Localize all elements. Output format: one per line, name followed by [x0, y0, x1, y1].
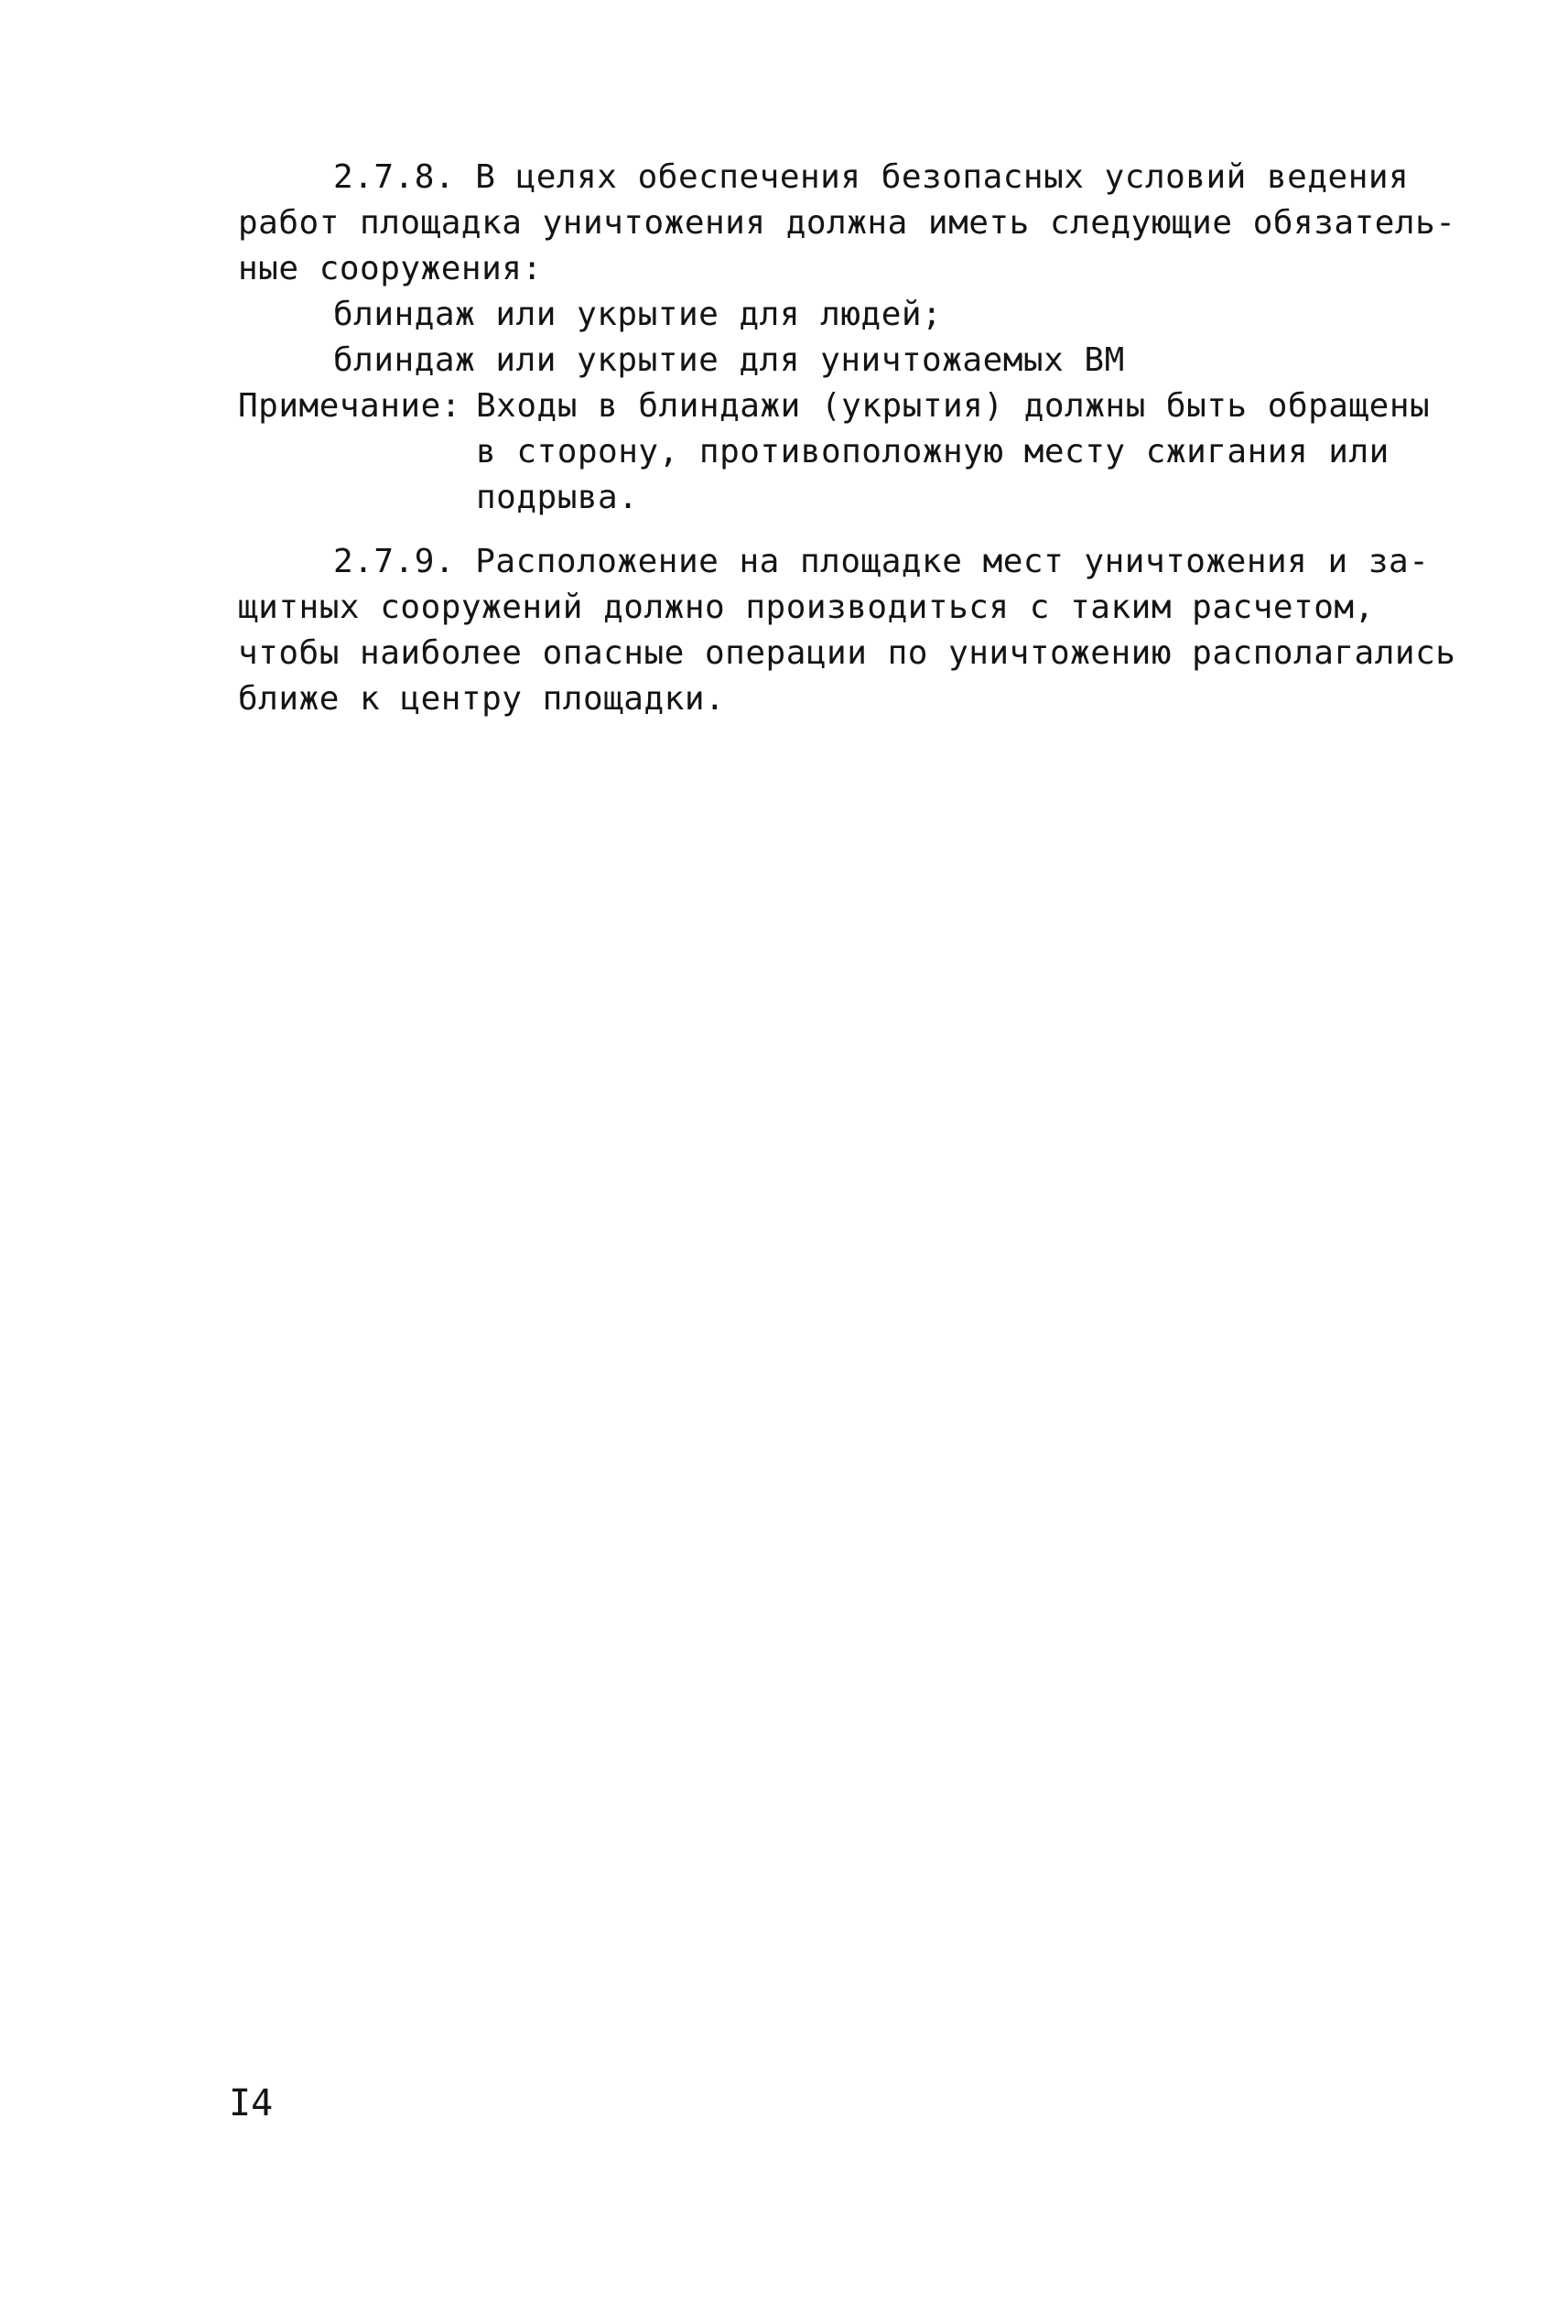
paragraph-line: работ площадка уничтожения должна иметь следующие обязатель- [238, 204, 1456, 242]
note-line: Входы в блиндажи (укрытия) должны быть обращены [476, 387, 1431, 425]
paragraph-line: 2.7.9. Расположение на площадке мест уничтожения и за- [333, 543, 1430, 580]
paragraph-line: ные сооружения: [238, 250, 543, 287]
paragraph-line: чтобы наиболее опасные операции по уничтожению располагались [238, 634, 1456, 672]
paragraph-line: ближе к центру площадки. [238, 680, 726, 718]
list-item: блиндаж или укрытие для людей; [333, 296, 943, 333]
page-number: I4 [229, 2082, 274, 2124]
note-label: Примечание: [238, 387, 461, 425]
paragraph-line: щитных сооружений должно производиться с таким расчетом, [238, 589, 1375, 626]
note-line: в сторону, противоположную месту сжигания или [476, 433, 1390, 470]
note-line: подрыва. [476, 479, 639, 516]
paragraph-line: 2.7.8. В целях обеспечения безопасных условий ведения [333, 158, 1410, 196]
list-item: блиндаж или укрытие для уничтожаемых ВМ [333, 341, 1125, 379]
